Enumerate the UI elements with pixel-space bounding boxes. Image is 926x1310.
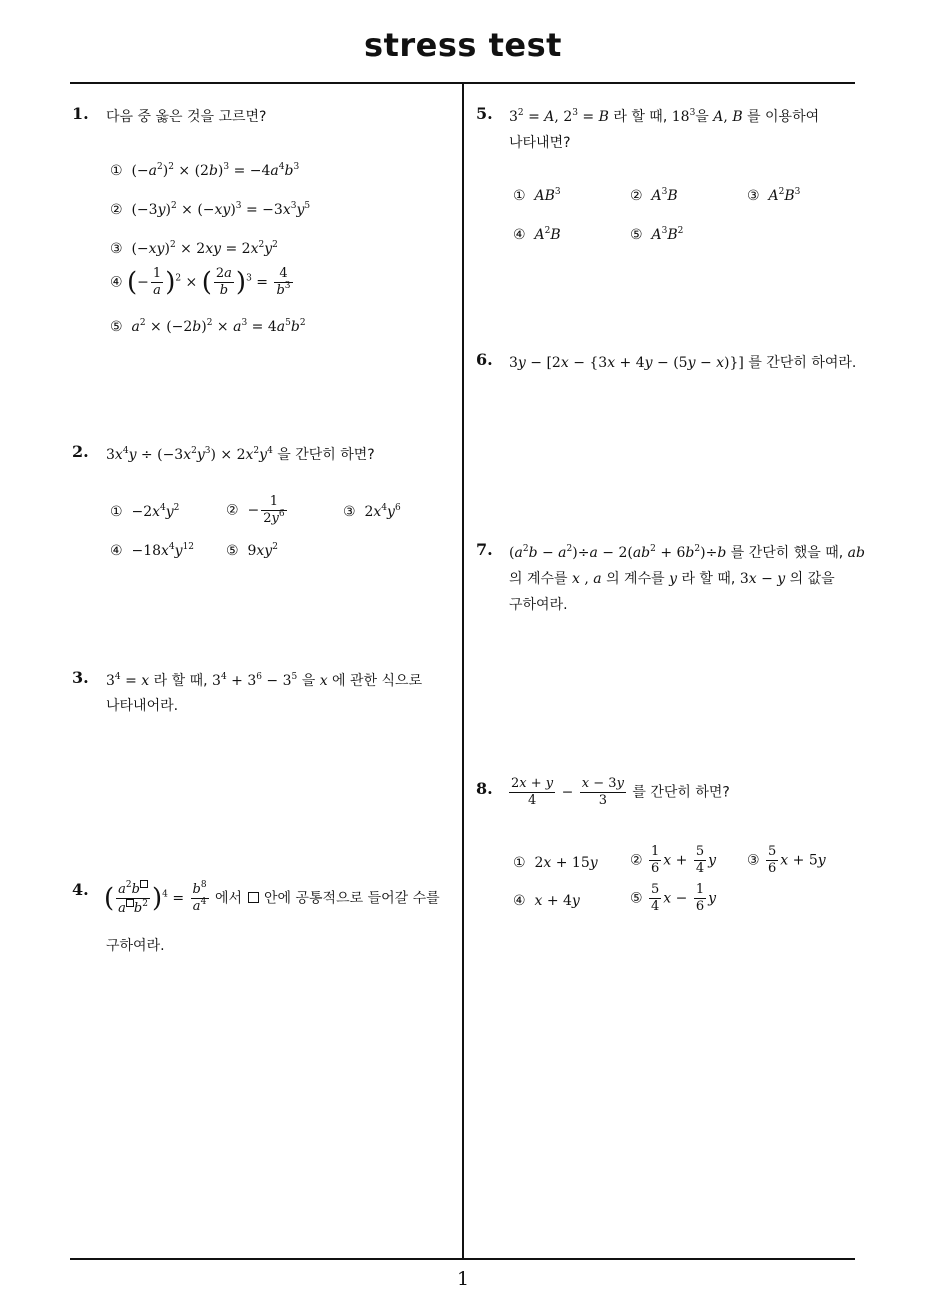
stem-suffix: 을 간단히 하면? [277, 447, 375, 463]
question-stem-line2: 의 계수를 x , a 의 계수를 y 라 할 때, 3x − y 의 값을 [509, 571, 835, 587]
question-stem-line2: 나타내면? [509, 135, 571, 151]
answer-option-2[interactable]: ② − $\frac{1}{2y^6}$ [226, 494, 285, 526]
column-divider [462, 84, 464, 1260]
question-stem-line2: 구하여라. [106, 938, 165, 954]
answer-option-2[interactable]: ② $\frac{1}{6}$ x + $\frac{5}{4}$ y [630, 844, 717, 876]
answer-option-4[interactable]: ④ x + 4y [513, 893, 580, 909]
page-title: stress test [364, 26, 562, 64]
question-number: 2. [72, 442, 89, 461]
question-stem: ( $\frac{a^2b}{a b^2}$ )$^4$ = $\frac{b^8}{a^4}$ 에서 안에 공통적으로 들어갈 수를 [104, 880, 440, 916]
answer-option-2[interactable]: ② $(-3y)^2 \times (-xy)^3 = -3x^3y^5$ [110, 201, 311, 218]
question-number: 5. [476, 104, 493, 123]
answer-option-1[interactable]: ① $AB^3$ [513, 187, 561, 204]
question-number: 3. [72, 668, 89, 687]
page-number: 1 [456, 1268, 470, 1290]
question-stem-line3: 구하여라. [509, 597, 568, 613]
answer-option-1[interactable]: ① 2x + 15y [513, 855, 598, 871]
answer-option-3[interactable]: ③ $A^2B^3$ [747, 187, 801, 204]
answer-option-4[interactable]: ④ (− $\frac{1}{a}$ )$^2$ × ( $\frac{2a}{b}$ )$^3$ = $\frac{4}{b^3}$ [110, 266, 291, 298]
answer-option-1[interactable]: ① $-2x^4y^2$ [110, 503, 180, 520]
question-stem: 다음 중 옳은 것을 고르면? [106, 109, 267, 125]
answer-option-1[interactable]: ① $(-a^2)^2 \times (2b)^3 = -4a^4b^3$ [110, 162, 300, 179]
answer-option-3[interactable]: ③ $\frac{5}{6}$ x + 5y [747, 844, 826, 876]
question-number: 4. [72, 880, 89, 899]
question-number: 7. [476, 540, 493, 559]
answer-option-2[interactable]: ② $A^3B$ [630, 187, 678, 204]
question-stem: $3x^4y \div (-3x^2y^3) \times 2x^2y^4$ 을 간단히 하면? [106, 446, 375, 463]
question-stem: 3y − [2x − {3x + 4y − (5y − x)}] 를 간단히 하여라. [509, 355, 857, 371]
answer-option-5[interactable]: ⑤ $A^3B^2$ [630, 226, 684, 243]
answer-option-4[interactable]: ④ $-18x^4y^{12}$ [110, 542, 195, 559]
question-number: 8. [476, 779, 493, 798]
question-stem: $3^2 = A$, $2^3 = B$ 라 할 때, $18^3$을 A, B 를 이용하여 [509, 108, 820, 125]
answer-option-3[interactable]: ③ $2x^4y^6$ [343, 503, 401, 520]
answer-option-5[interactable]: ⑤ $\frac{5}{4}$ x − $\frac{1}{6}$ y [630, 882, 717, 914]
answer-option-3[interactable]: ③ $(-xy)^2 \times 2xy = 2x^2y^2$ [110, 240, 278, 257]
answer-option-4[interactable]: ④ $A^2B$ [513, 226, 561, 243]
question-stem: $(a^2b - a^2)\div a - 2(ab^2 + 6b^2)\div b$ 를 간단히 했을 때, ab [509, 544, 865, 561]
question-number: 6. [476, 350, 493, 369]
footer-rule [70, 1258, 855, 1260]
answer-option-5[interactable]: ⑤ $a^2 \times (-2b)^2 \times a^3 = 4a^5b^2$ [110, 318, 306, 335]
question-stem: $3^4 = x$ 라 할 때, $3^4 + 3^6 - 3^5$ 을 x 에 관한 식으로 [106, 672, 423, 689]
answer-option-5[interactable]: ⑤ $9xy^2$ [226, 542, 278, 559]
question-number: 1. [72, 104, 89, 123]
question-stem-line2: 나타내어라. [106, 698, 179, 714]
question-stem: $\frac{2x + y}{4}$ − $\frac{x - 3y}{3}$ 를 간단히 하면? [511, 776, 730, 808]
